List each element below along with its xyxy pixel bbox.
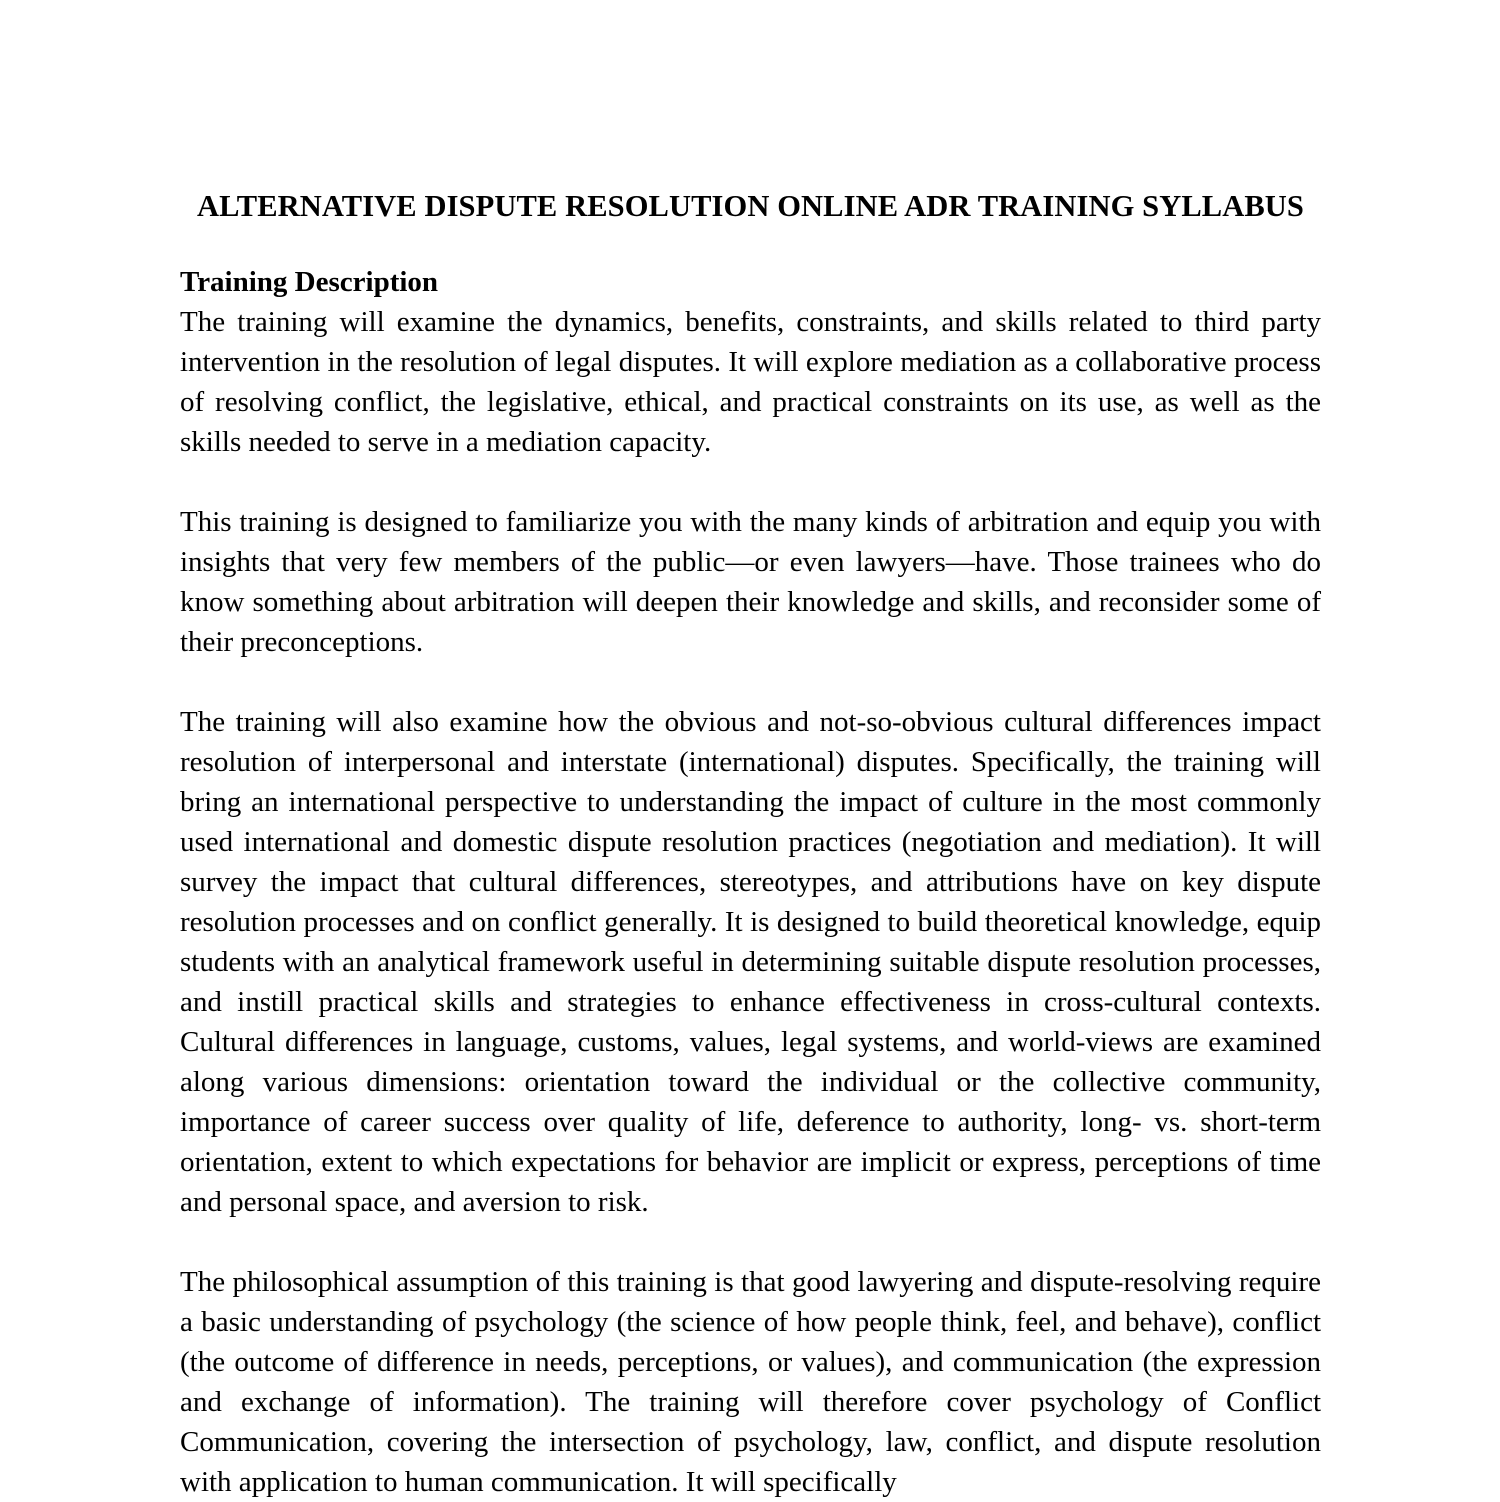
page-content-column bbox=[180, 0, 1321, 1502]
paragraph-philosophical-assumption: The philosophical assumption of this training is that good lawyering and dispute-resolving require a basic understanding of psychology (the science of how people think, feel, and behave), conflict (the outcome of difference in needs, perceptions, or values), and communication (the expression and exchange of information). The training will therefore cover psychology of Conflict Communication, covering the intersection of psychology, law, conflict, and dispute resolution with application to human communication. It will specifically bbox=[180, 1266, 1321, 1498]
paragraph-cultural-differences: The training will also examine how the obvious and not-so-obvious cultural differences impact resolution of interpersonal and interstate (international) disputes. Specifically, the training will bring an international perspective to understanding the impact of culture in the most commonly used international and domestic dispute resolution practices (negotiation and mediation). It will survey the impact that cultural differences, stereotypes, and attributions have on key dispute resolution processes and on conflict generally. It is designed to build theoretical knowledge, equip students with an analytical framework useful in determining suitable dispute resolution processes, and instill practical skills and strategies to enhance effectiveness in cross-cultural contexts. Cultural differences in language, customs, values, legal systems, and world-views are examined along various dimensions: orientation toward the individual or the collective community, importance of career success over quality of life, deference to authority, long- vs. short-term orientation, extent to which expectations for behavior are implicit or express, perceptions of time and personal space, and aversion to risk. bbox=[180, 706, 1321, 1218]
page-title: ALTERNATIVE DISPUTE RESOLUTION ONLINE ADR TRAINING SYLLABUS bbox=[196, 189, 1304, 223]
paragraph-gap bbox=[180, 462, 1321, 502]
section-heading-training-description: Training Description bbox=[180, 266, 439, 298]
paragraph-training-overview: The training will examine the dynamics, benefits, constraints, and skills related to third party intervention in the resolution of legal disputes. It will explore mediation as a collaborative process of resolving conflict, the legislative, ethical, and practical constraints on its use, as well as the skills needed to serve in a mediation capacity. bbox=[180, 306, 1321, 458]
paragraph-arbitration-insights: This training is designed to familiarize you with the many kinds of arbitration and equip you with insights that very few members of the public—or even lawyers—have. Those trainees who do know something about arbitration will deepen their knowledge and skills, and reconsider some of their preconceptions. bbox=[180, 506, 1321, 658]
paragraph-gap bbox=[180, 1222, 1321, 1262]
paragraph-gap bbox=[180, 662, 1321, 702]
